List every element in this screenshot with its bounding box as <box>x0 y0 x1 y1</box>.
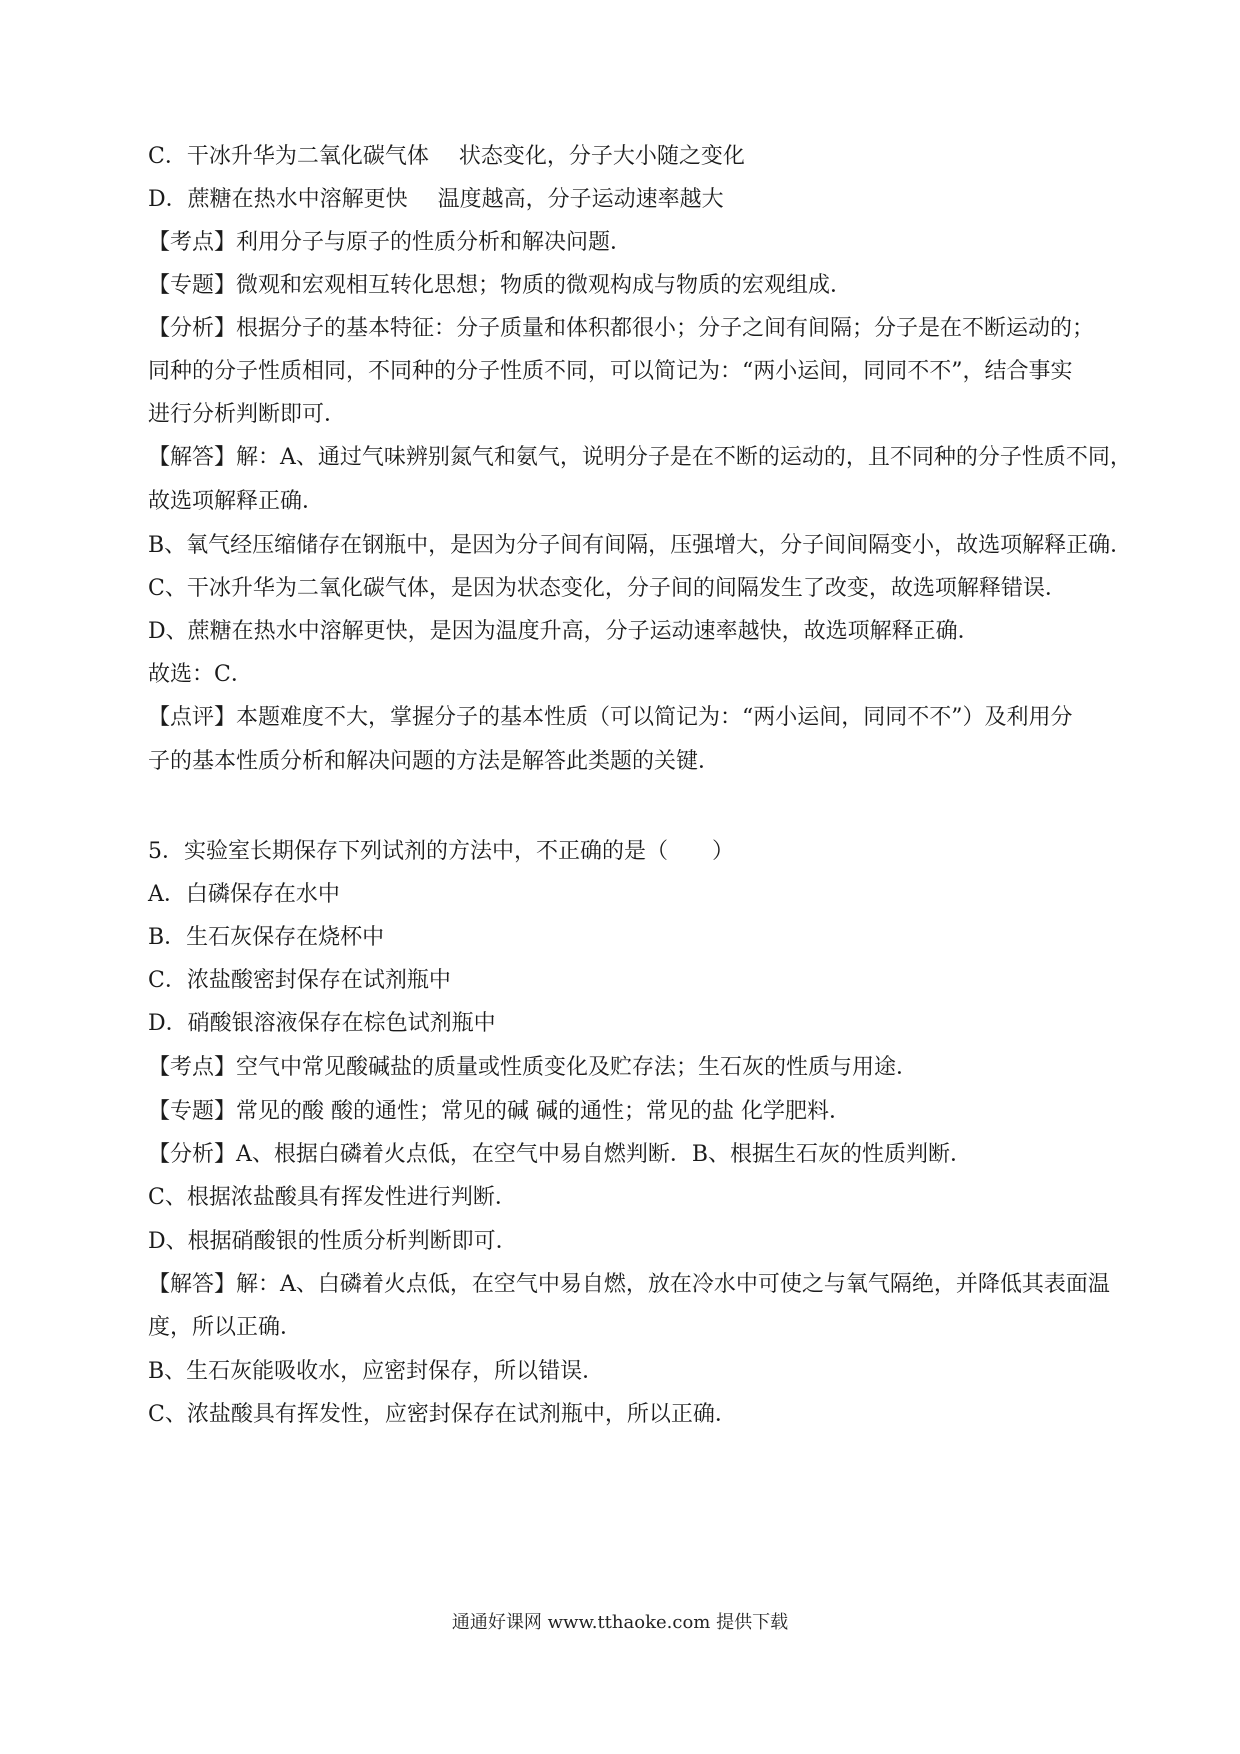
option-c-row <box>148 143 1100 171</box>
text-line: 【考点】利用分子与原子的性质分析和解决问题． <box>148 230 633 255</box>
text-line: D、根据硝酸银的性质分析判断即可． <box>148 1229 518 1254</box>
text-line: B、生石灰能吸收水，应密封保存，所以错误． <box>148 1359 605 1384</box>
option-d: D．硝酸银溶液保存在棕色试剂瓶中 <box>148 1011 496 1036</box>
text-line: C、浓盐酸具有挥发性，应密封保存在试剂瓶中，所以正确． <box>148 1402 737 1427</box>
text-line: 故选：C． <box>148 662 253 687</box>
option-c: C．浓盐酸密封保存在试剂瓶中 <box>148 968 451 993</box>
option-b: B．生石灰保存在烧杯中 <box>148 925 385 950</box>
question-stem: 5．实验室长期保存下列试剂的方法中，不正确的是（ ） <box>148 839 734 864</box>
text-line: 【考点】空气中常见酸碱盐的质量或性质变化及贮存法；生石灰的性质与用途． <box>148 1055 919 1080</box>
text-line: 子的基本性质分析和解决问题的方法是解答此类题的关键． <box>148 749 721 774</box>
option-explanation: 温度越高，分子运动速率越大 <box>437 187 724 212</box>
text-line: 【解答】解：A、白磷着火点低，在空气中易自燃，放在冷水中可使之与氧气隔绝，并降低其表面温 <box>148 1272 1110 1297</box>
text-line: C、根据浓盐酸具有挥发性进行判断． <box>148 1185 517 1210</box>
text-line: 进行分析判断即可． <box>148 402 347 427</box>
text-line: C、干冰升华为二氧化碳气体，是因为状态变化，分子间的间隔发生了改变，故选项解释错误． <box>148 576 1067 601</box>
option-a: A．白磷保存在水中 <box>148 882 340 907</box>
option-text: D．蔗糖在热水中溶解更快 <box>148 187 408 212</box>
text-line: 【分析】A、根据白磷着火点低，在空气中易自燃判断．B、根据生石灰的性质判断． <box>148 1142 973 1167</box>
text-line: D、蔗糖在热水中溶解更快，是因为温度升高，分子运动速率越快，故选项解释正确． <box>148 619 980 644</box>
text-line: B、氧气经压缩储存在钢瓶中，是因为分子间有间隔，压强增大，分子间间隔变小，故选项解释正确． <box>148 533 1133 558</box>
text-line: 【分析】根据分子的基本特征：分子质量和体积都很小；分子之间有间隔；分子是在不断运动的； <box>148 316 1095 341</box>
text-line: 【专题】常见的酸 酸的通性；常见的碱 碱的通性；常见的盐 化学肥料． <box>148 1099 851 1124</box>
text-line: 度，所以正确． <box>148 1315 303 1340</box>
text-line: 【解答】解：A、通过气味辨别氮气和氨气，说明分子是在不断的运动的，且不同种的分子性质不同， <box>148 445 1132 470</box>
option-d-row <box>148 186 1100 214</box>
text-line: 同种的分子性质相同，不同种的分子性质不同，可以简记为：“两小运间，同同不不”，结合事实 <box>148 359 1073 384</box>
text-line: 故选项解释正确． <box>148 489 325 514</box>
text-line: 【点评】本题难度不大，掌握分子的基本性质（可以简记为：“两小运间，同同不不”）及利用分 <box>148 705 1073 730</box>
option-text: C．干冰升华为二氧化碳气体 <box>148 144 429 169</box>
option-explanation: 状态变化，分子大小随之变化 <box>458 144 745 169</box>
page-footer: 通通好课网 www.tthaoke.com 提供下载 <box>451 1612 789 1633</box>
text-line: 【专题】微观和宏观相互转化思想；物质的微观构成与物质的宏观组成． <box>148 273 853 298</box>
